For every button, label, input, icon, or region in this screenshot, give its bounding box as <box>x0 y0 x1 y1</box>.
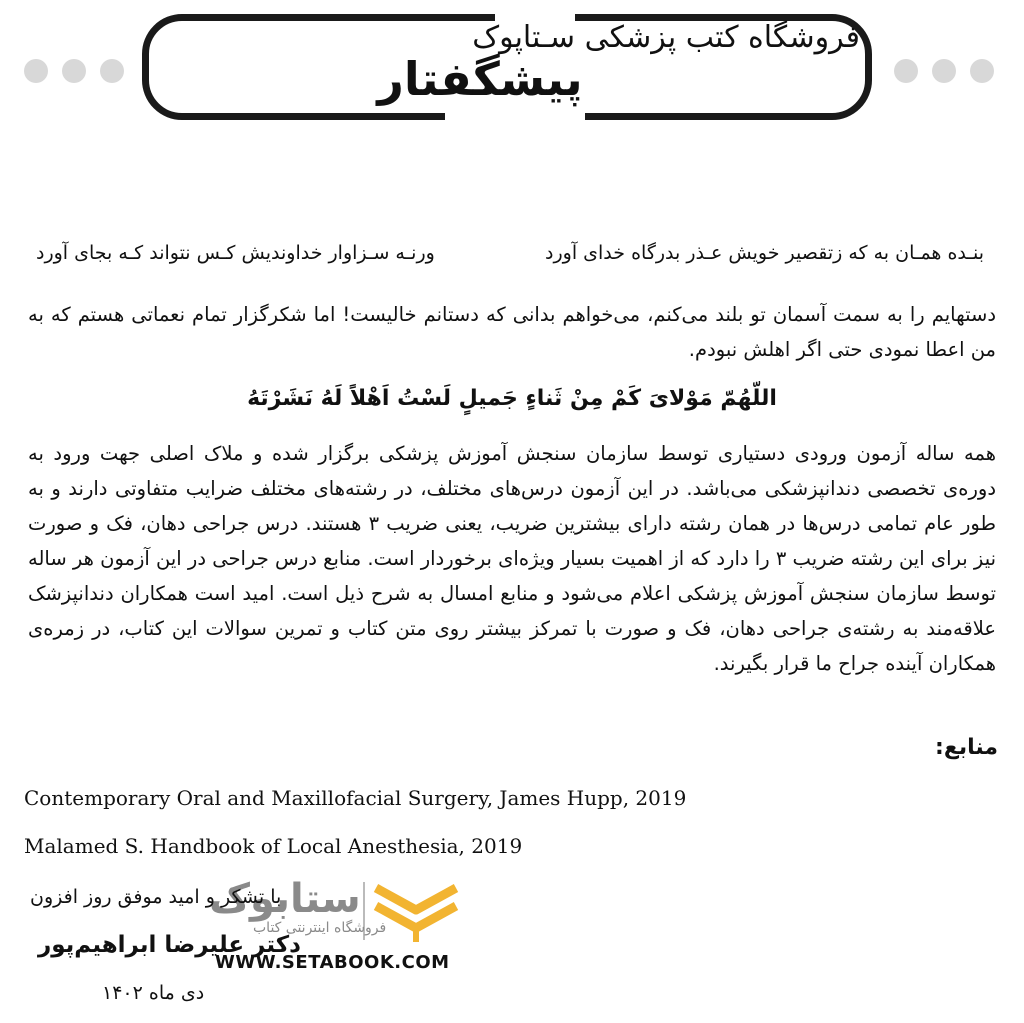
signature-author: دکتر علیرضا ابراهیم‌پور <box>38 932 301 958</box>
watermark-tagline: فروشگاه اینترنتی کتاب <box>253 920 387 936</box>
watermark-url: WWW.SETABOOK.COM <box>215 952 450 973</box>
decor-dot-left-3 <box>100 59 124 83</box>
decor-dot-left-1 <box>24 59 48 83</box>
decor-dot-left-2 <box>62 59 86 83</box>
source-item-1: Contemporary Oral and Maxillofacial Surgery, James Hupp, 2019 <box>24 786 687 810</box>
main-paragraph: همه ساله آزمون ورودی دستیاری توسط سازمان سنجش آموزش پزشکی برگزار شده و ملاک اصلی جهت ورود به دوره‌ی تخصصی دندانپزشکی می‌باشد. در این آزمون درس‌های مختلف، در رشته‌های مختلف ضرایب متفاوتی دارند و به طور عام تمامی درس‌ها در همان رشته دارای بیشترین ضریب، یعنی ضریب ۳ هستند. درس جراحی دهان، فک و صورت نیز برای این رشته ضریب ۳ را دارد که از اهمیت بسیار ویژه‌ای برخوردار است. منابع درس جراحی در این آزمون هر ساله توسط سازمان سنجش آموزش پزشکی اعلام می‌شود و منابع امسال به شرح ذیل است. امید است همکاران دندانپزشک علاقه‌مند به رشته‌ی جراحی دهان، فک و صورت با تمرکز بیشتر روی متن کتاب و تمرین سوالات این کتاب، در زمره‌ی همکاران آینده جراح ما قرار بگیرند. <box>28 442 997 675</box>
poem-right-hemistich: بنـده همـان به که زتقصیر خویش عـذر بدرگاه خدای آورد <box>545 242 984 264</box>
decor-dot-right-1 <box>894 59 918 83</box>
page-title: پیشگفتار <box>377 52 583 106</box>
decor-dot-right-3 <box>970 59 994 83</box>
sources-heading: منابع: <box>935 735 998 760</box>
signature-wish: با تشکر و امید موفق روز افزون <box>30 886 282 908</box>
intro-paragraph: دستهایم را به سمت آسمان تو بلند می‌کنم، می‌خواهم بدانی که دستانم خالیست! اما شکرگزار تمام نعماتی هستم که به من اعطا نمودی حتی اگر اهلش نبودم. <box>28 303 996 361</box>
store-title: فروشگاه کتب پزشکی سـتاپوک <box>472 20 860 55</box>
poem-left-hemistich: ورنـه سـزاوار خداوندیش کـس نتواند کـه بجای آورد <box>36 242 435 264</box>
source-item-2: Malamed S. Handbook of Local Anesthesia, 2019 <box>24 834 523 858</box>
arabic-verse: اللّهُمّ مَوْلایَ کَمْ مِنْ ثَناءٍ جَمیلٍ لَسْتُ اَهْلاً لَهُ نَشَرْتَهُ <box>247 386 777 411</box>
decor-dot-right-2 <box>932 59 956 83</box>
signature-date: دی ماه ۱۴۰۲ <box>102 982 205 1004</box>
frame-gap-bottom <box>445 112 585 126</box>
watermark-brand: ستابوک <box>209 876 361 922</box>
